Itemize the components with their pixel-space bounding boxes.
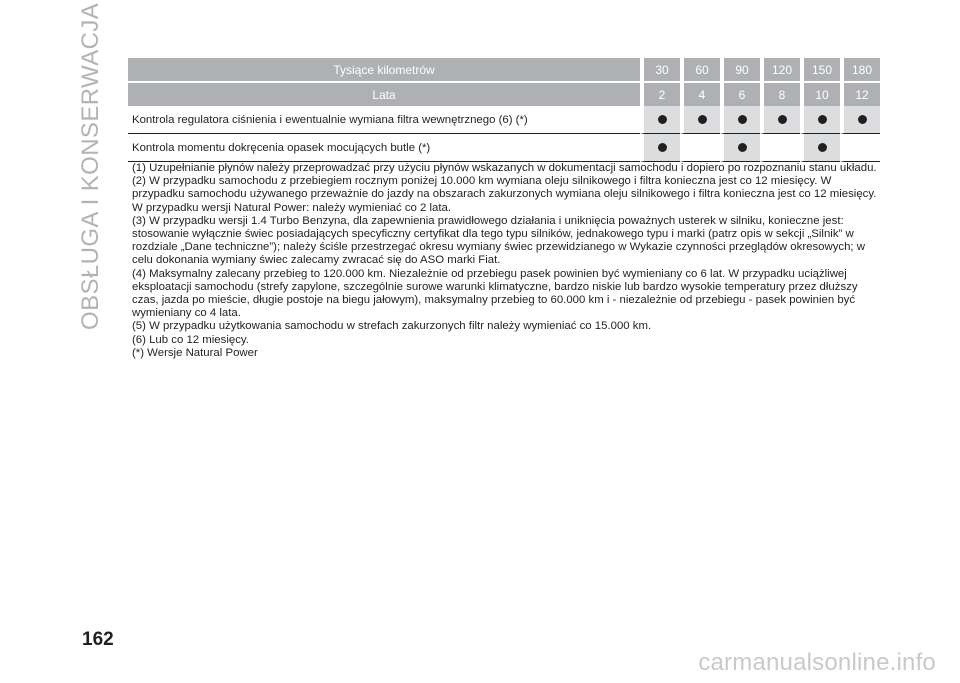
- schedule-dot-icon: [738, 115, 747, 124]
- schedule-cell: [800, 106, 840, 134]
- header-year-cell: 4: [680, 83, 720, 106]
- chapter-title-text: OBSŁUGA I KONSERWACJA: [77, 2, 104, 330]
- schedule-dot-icon: [778, 115, 787, 124]
- schedule-cell: [760, 106, 800, 134]
- table-header-km: [128, 58, 880, 83]
- header-km-cell: 60: [680, 58, 720, 83]
- footnote: (4) Maksymalny zalecany przebieg to 120.000 km. Niezależnie od przebiegu pasek powinien być wymieniany co 6 lat. W przypadku uciążliwej eksploatacji samochodu (strefy zapylone, szczególnie surowe warunki klimatyczne, bardzo niskie lub bardzo wysokie temperatury przez dłuższy czas, jazda po mieście, długie postoje na biegu jałowym), maksymalny przebieg to 60.000 km i - niezależnie od przebiegu - pasek powinien być wymieniany co 4 lata.: [132, 267, 858, 320]
- schedule-dot-icon: [658, 115, 667, 124]
- footnote: (3) W przypadku wersji 1.4 Turbo Benzyna, dla zapewnienia prawidłowego działania i uniknięcia poważnych usterek w silniku, konieczne jest: stosowanie wyłącznie świec posiadających specyficzny certyfikat dla tego typu silników, jednakowego typu i marki (patrz opis w sekcji „Silnik” w rozdziale „Dane techniczne”); należy ściśle przestrzegać okresu wymiany świec przewidzianego w Wykazie czynności przeglądów okresowych; w celu dokonania wymiany świec zalecamy zwracać się do ASO marki Fiat.: [132, 214, 865, 267]
- header-km-cell: 150: [800, 58, 840, 83]
- schedule-cell: [680, 106, 720, 134]
- header-km-label: Tysiące kilometrów: [128, 58, 640, 83]
- header-year-cell: 6: [720, 83, 760, 106]
- header-year-cell: 8: [760, 83, 800, 106]
- schedule-dot-icon: [698, 115, 707, 124]
- footnotes: [132, 162, 880, 360]
- header-years-label: Lata: [128, 83, 640, 106]
- footnote: (6) Lub co 12 miesięcy.: [132, 333, 249, 346]
- row-description: Kontrola regulatora ciśnienia i ewentualnie wymiana filtra wewnętrznego (6) (*): [128, 106, 640, 134]
- maintenance-table: [128, 58, 880, 162]
- schedule-cell: [760, 134, 800, 162]
- header-km-cell: 120: [760, 58, 800, 83]
- header-km-cell: 90: [720, 58, 760, 83]
- schedule-dot-icon: [818, 143, 827, 152]
- header-year-cell: 12: [840, 83, 880, 106]
- table-row: [128, 106, 880, 134]
- table-row: [128, 134, 880, 162]
- header-year-cell: 10: [800, 83, 840, 106]
- page-number: 162: [82, 629, 114, 650]
- schedule-dot-icon: [858, 115, 867, 124]
- schedule-cell: [800, 134, 840, 162]
- schedule-cell: [640, 106, 680, 134]
- schedule-cell: [840, 106, 880, 134]
- footnote: (5) W przypadku użytkowania samochodu w strefach zakurzonych filtr należy wymieniać co 15.000 km.: [132, 320, 652, 333]
- footnote: (1) Uzupełnianie płynów należy przeprowadzać przy użyciu płynów wskazanych w dokumentacji samochodu i dopiero po rozpoznaniu stanu układu.: [132, 162, 877, 174]
- footnote: (*) Wersje Natural Power: [132, 346, 258, 359]
- row-description: Kontrola momentu dokręcenia opasek mocujących butle (*): [128, 134, 640, 162]
- schedule-dot-icon: [738, 143, 747, 152]
- schedule-cell: [720, 106, 760, 134]
- schedule-cell: [680, 134, 720, 162]
- schedule-dot-icon: [658, 143, 667, 152]
- schedule-cell: [640, 134, 680, 162]
- chapter-side-title: [76, 2, 106, 330]
- header-year-cell: 2: [640, 83, 680, 106]
- schedule-dot-icon: [818, 115, 827, 124]
- header-km-cell: 180: [840, 58, 880, 83]
- schedule-cell: [720, 134, 760, 162]
- header-km-cell: 30: [640, 58, 680, 83]
- footnote: (2) W przypadku samochodu z przebiegiem rocznym poniżej 10.000 km wymiana oleju silnikowego i filtra konieczna jest co 12 miesięcy. W przypadku samochodu używanego przeważnie do jazdy na obszarach zakurzonych wymiana oleju silnikowego i filtra konieczna jest co 12 miesięcy. W przypadku wersji Natural Power: należy wymieniać co 2 lata.: [132, 175, 877, 214]
- schedule-cell: [840, 134, 880, 162]
- watermark-text: carmanualsonline.info: [698, 649, 936, 676]
- table-header-years: [128, 83, 880, 106]
